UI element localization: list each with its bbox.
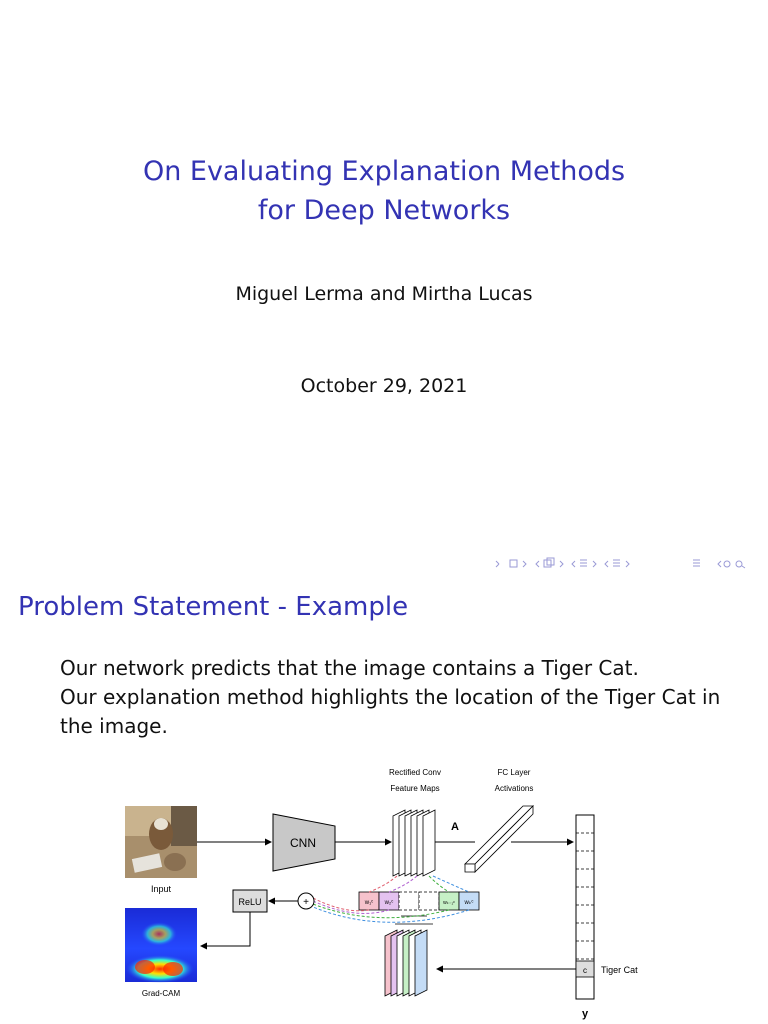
activations-label: Activations: [494, 784, 534, 793]
date: October 29, 2021: [300, 375, 468, 397]
beamer-nav-bar: [495, 557, 765, 571]
presentation-title-line2: for Deep Networks: [257, 195, 511, 226]
relu-label: ReLU: [238, 897, 262, 907]
input-label: Input: [150, 884, 172, 894]
gradient-maps-stack: [385, 930, 427, 996]
y-label: y: [581, 1008, 589, 1020]
nav-align-icon: [693, 560, 700, 566]
rectified-conv-label: Rectified Conv: [388, 768, 442, 777]
nav-subsection-icon: [580, 560, 587, 566]
weight-2: w₂ᶜ: [384, 900, 394, 906]
gradcam-label: Grad-CAM: [141, 989, 181, 998]
weight-k-minus-1: wₖ₋₁ᶜ: [443, 900, 455, 906]
weight-k: wₖᶜ: [464, 900, 474, 906]
class-c-label: c: [583, 966, 587, 975]
tiger-cat-label: Tiger Cat: [601, 965, 638, 975]
fc-layer-bar: [465, 806, 533, 872]
weights-row: [359, 892, 479, 910]
cnn-label: CNN: [290, 836, 316, 850]
gradcam-figure: [115, 764, 675, 1022]
fc-layer-label: FC Layer: [497, 768, 531, 777]
presentation-title-line1: On Evaluating Explanation Methods: [142, 156, 626, 187]
plus-label: +: [303, 897, 309, 908]
feature-a-label: A: [451, 821, 459, 833]
body-line-3: the image.: [60, 714, 168, 738]
frame-title: Problem Statement - Example: [18, 592, 409, 622]
body-line-2: Our explanation method highlights the location of the Tiger Cat in: [60, 685, 721, 709]
body-line-1: Our network predicts that the image contains a Tiger Cat.: [60, 656, 639, 680]
gradcam-heatmap: [125, 908, 197, 983]
weight-1: w₁ᶜ: [364, 900, 374, 906]
nav-prev-frame-icon: [496, 561, 499, 567]
nav-search-icon: [718, 561, 745, 568]
problem-statement-slide: [0, 576, 768, 1024]
authors: Miguel Lerma and Mirtha Lucas: [235, 283, 533, 305]
feature-maps-stack: [393, 810, 435, 876]
feature-maps-label: Feature Maps: [390, 784, 440, 793]
input-image: [125, 806, 197, 878]
nav-frame-icon: [510, 560, 517, 567]
